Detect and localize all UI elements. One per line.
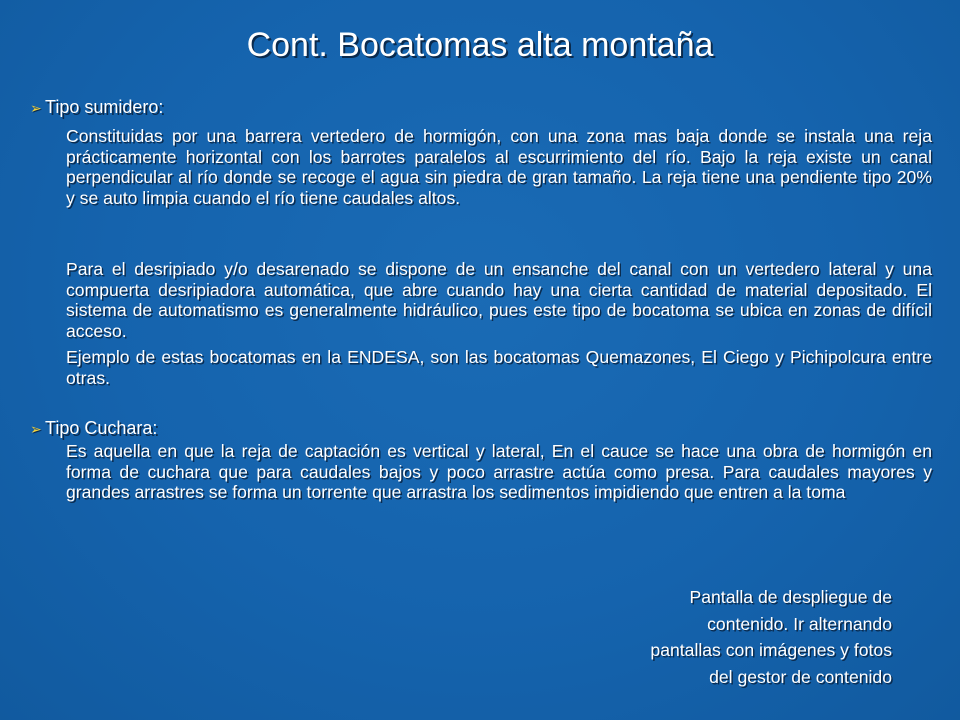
paragraph-cuchara-description: Es aquella en que la reja de captación es vertical y lateral, En el cauce se hace una obra de hormigón en forma de cuchara que para caudales bajos y poco arrastre actúa como presa. Para caudales mayores y grandes arrastres se forma un torrente que arrastra los sedimentos impidiendo que entren a la toma: [66, 441, 932, 502]
note-line: del gestor de contenido: [709, 666, 892, 687]
content-note: [562, 584, 892, 690]
note-line: contenido. Ir alternando: [707, 613, 892, 634]
paragraph-sumidero-description: Constituidas por una barrera vertedero de hormigón, con una zona mas baja donde se instala una reja prácticamente horizontal con los barrotes paralelos al escurrimiento del río. Bajo la reja existe un canal perpendicular al río donde se recoge el agua sin piedra de gran tamaño. La reja tiene una pendiente tipo 20% y se auto limpia cuando el río tiene caudales altos.: [66, 126, 932, 208]
arrow-bullet-icon: ➢: [30, 100, 42, 116]
paragraph-ejemplo-endesa: Ejemplo de estas bocatomas en la ENDESA, son las bocatomas Quemazones, El Ciego y Pichipolcura entre otras.: [66, 347, 932, 388]
bullet-tipo-sumidero: [30, 96, 163, 119]
bullet-tipo-cuchara: [30, 417, 157, 440]
slide-title: Cont. Bocatomas alta montaña: [246, 26, 714, 64]
bullet-heading: Tipo Cuchara:: [45, 418, 158, 438]
bullet-heading: Tipo sumidero:: [45, 97, 164, 117]
note-line: Pantalla de despliegue de: [689, 587, 892, 607]
arrow-bullet-icon: ➢: [30, 421, 42, 437]
note-line: pantallas con imágenes y fotos: [650, 640, 892, 660]
paragraph-desripiado: Para el desripiado y/o desarenado se dispone de un ensanche del canal con un vertedero lateral y una compuerta desripiadora automática, que abre cuando hay una cierta cantidad de material depositado. El sistema de automatismo es generalmente hidráulico, pues este tipo de bocatoma se ubica en zonas de difícil acceso.: [66, 259, 932, 341]
